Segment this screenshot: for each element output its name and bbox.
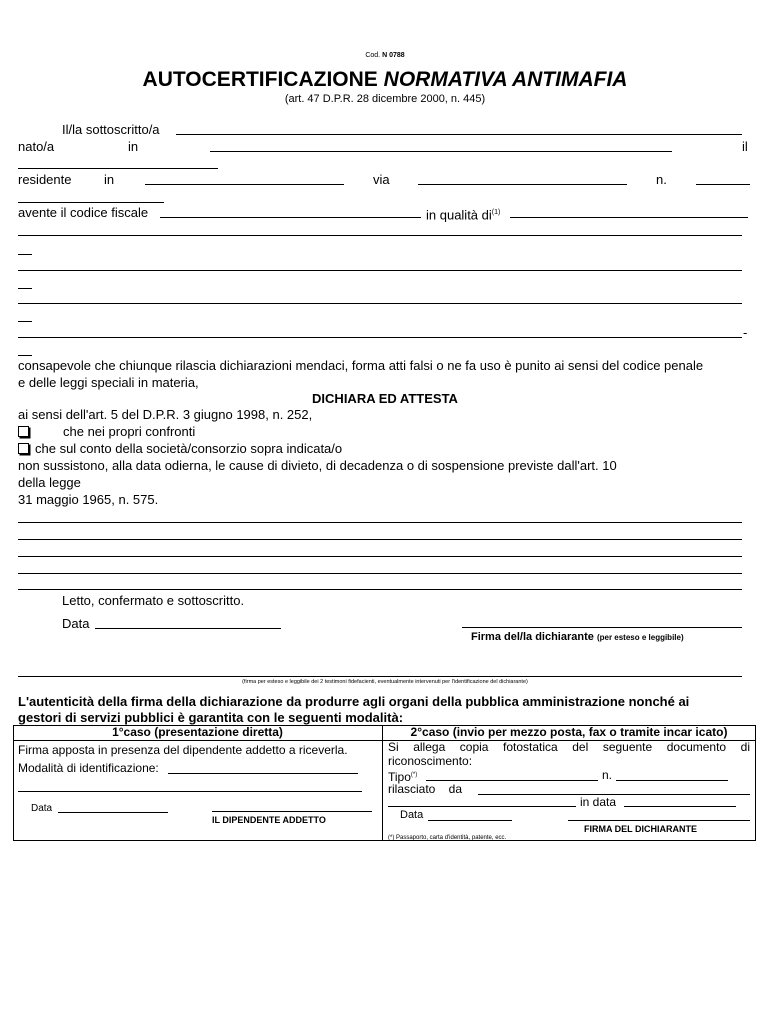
dichiara-heading: DICHIARA ED ATTESTA: [312, 391, 458, 406]
label-in-residente: in: [104, 172, 115, 187]
case1-data-label: Data: [31, 803, 53, 814]
field-rilasciato-da-2[interactable]: [388, 806, 576, 807]
label-sottoscritto: Il/la sottoscritto/a: [62, 122, 160, 137]
field-tipo-documento[interactable]: [426, 780, 598, 781]
label-il: il: [742, 139, 748, 154]
blank-line-5[interactable]: [18, 589, 742, 590]
field-qualita-line-4b[interactable]: [18, 355, 32, 356]
field-case2-firma[interactable]: [568, 820, 750, 821]
field-comune-residenza[interactable]: [145, 184, 344, 185]
consapevole-line-1: consapevole che chiunque rilascia dichiarazioni mendaci, forma atti falsi o ne fa uso è punito ai sensi del codice penale: [18, 358, 704, 373]
checkbox-icon[interactable]: [18, 443, 29, 454]
field-qualita[interactable]: [510, 217, 748, 218]
label-codice-fiscale: avente il codice fiscale: [18, 205, 149, 220]
label-residente: residente: [18, 172, 72, 187]
blank-line-1[interactable]: [18, 522, 742, 523]
option-propri-confronti[interactable]: che nei propri confronti: [18, 424, 195, 440]
case2-sign-label: FIRMA DEL DICHIARANTE: [584, 824, 697, 834]
ai-sensi: ai sensi dell'art. 5 del D.P.R. 3 giugno 1998, n. 252,: [18, 407, 313, 422]
consapevole-line-2: e delle leggi speciali in materia,: [18, 375, 199, 390]
case1-line1: Firma apposta in presenza del dipendente addetto a riceverla.: [18, 743, 348, 757]
field-sottoscritto[interactable]: [176, 134, 742, 135]
firma-dichiarante-label: Firma del/la dichiarante (per esteso e leggibile): [471, 631, 684, 643]
field-numero[interactable]: [696, 184, 750, 185]
field-via[interactable]: [418, 184, 627, 185]
label-data: Data: [62, 616, 90, 631]
field-data[interactable]: [95, 628, 281, 629]
field-qualita-line-2b[interactable]: [18, 288, 32, 289]
case1-line2: Modalità di identificazione:: [18, 761, 159, 775]
field-codice-fiscale[interactable]: [160, 217, 421, 218]
page-title: AUTOCERTIFICAZIONE NORMATIVA ANTIMAFIA: [142, 68, 628, 91]
table-vertical-divider: [382, 725, 383, 841]
case2-indata: in data: [580, 795, 617, 809]
field-firma-dichiarante[interactable]: [462, 627, 742, 628]
legge-data: 31 maggio 1965, n. 575.: [18, 492, 159, 507]
autenticita-line-1: L'autenticità della firma della dichiarazione da produrre agli organi della pubblica amministrazione nonché ai: [18, 694, 690, 709]
blank-line-4[interactable]: [18, 573, 742, 574]
blank-line-3[interactable]: [18, 556, 742, 557]
case2-rilasciato: rilasciato da: [388, 782, 463, 796]
label-qualita: in qualità $di^{(1)}$: [426, 207, 501, 223]
field-qualita-line-3b[interactable]: [18, 321, 32, 322]
case2-line2: riconoscimento:: [388, 754, 473, 768]
della-legge: della legge: [18, 475, 81, 490]
label-nato: nato/a: [18, 139, 55, 154]
field-luogo-nascita[interactable]: [210, 151, 672, 152]
blank-line-2[interactable]: [18, 539, 742, 540]
field-data-nascita[interactable]: [18, 168, 218, 169]
dash-mark: -: [743, 325, 748, 340]
case2-line1: Si allega copia fotostatica del seguente documento di: [388, 740, 750, 754]
label-in-nato: in: [128, 139, 139, 154]
case2-tipo: Tipo(*): [388, 770, 418, 784]
field-qualita-line-2[interactable]: [18, 270, 742, 271]
field-in-data[interactable]: [624, 806, 736, 807]
field-firma-testimoni[interactable]: [18, 676, 742, 677]
field-qualita-line-4[interactable]: [18, 337, 742, 338]
field-numero-documento[interactable]: [616, 780, 728, 781]
field-numero-cont[interactable]: [18, 202, 164, 203]
field-qualita-line-3[interactable]: [18, 303, 742, 304]
page-subtitle: (art. 47 D.P.R. 28 dicembre 2000, n. 445): [284, 93, 486, 105]
label-via: via: [373, 172, 390, 187]
field-modalita-identificazione-2[interactable]: [18, 791, 362, 792]
non-sussistono: non sussistono, alla data odierna, le cause di divieto, di decadenza o di sospensione previste dall'art. 10: [18, 458, 617, 473]
letto-confermato: Letto, confermato e sottoscritto.: [62, 593, 245, 608]
field-qualita-line-1[interactable]: [18, 235, 742, 236]
document-code: Cod. N 0788: [365, 52, 405, 59]
autenticita-line-2: gestori di servizi pubblici è garantita con le seguenti modalità:: [18, 710, 404, 725]
case2-header: 2°caso (invio per mezzo posta, fax o tramite incar icato): [410, 725, 728, 739]
label-numero: n.: [656, 172, 667, 187]
checkbox-icon[interactable]: [18, 426, 29, 437]
testimoni-note: (firma per esteso e leggibile dei 2 testimoni fidefacienti, eventualmente intervenuti per l'identificazione del dichiarante): [242, 679, 528, 685]
case1-header: 1°caso (presentazione diretta): [112, 725, 283, 739]
case2-numero: n.: [602, 768, 613, 782]
case1-sign-label: IL DIPENDENTE ADDETTO: [212, 815, 326, 825]
field-modalita-identificazione[interactable]: [168, 773, 358, 774]
field-case2-data[interactable]: [428, 820, 512, 821]
case2-data-label: Data: [400, 809, 424, 821]
field-qualita-line-1b[interactable]: [18, 254, 32, 255]
case2-note: (*) Passaporto, carta d'identità, patente, ecc.: [388, 835, 507, 841]
option-societa[interactable]: che sul conto della società/consorzio sopra indicata/o: [18, 441, 342, 457]
field-case1-data[interactable]: [58, 812, 168, 813]
field-case1-firma[interactable]: [212, 811, 372, 812]
